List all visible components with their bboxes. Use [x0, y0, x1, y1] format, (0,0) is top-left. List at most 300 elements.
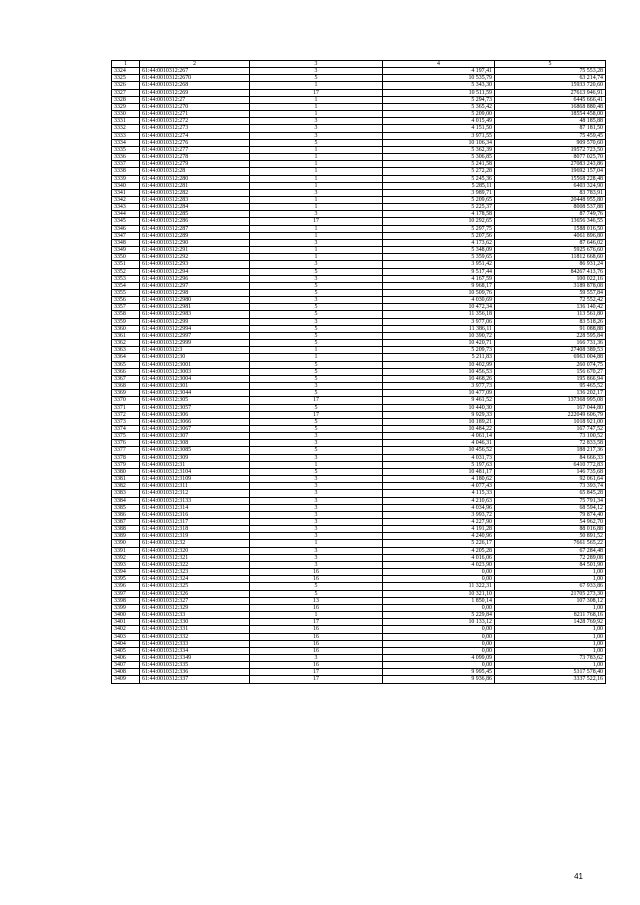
cadastral-number-cell: 61:44:0010312:3001 [140, 361, 250, 368]
group-code-cell: 3 [250, 547, 383, 554]
group-code-cell: 3 [250, 433, 383, 440]
cadastral-value-cell: 1,00 [495, 569, 606, 576]
row-number-cell: 3328 [112, 96, 140, 103]
table-row [112, 576, 606, 583]
cadastral-number-cell: 61:44:0010312:320 [140, 547, 250, 554]
specific-value-cell: 10 481,17 [383, 468, 495, 475]
specific-value-cell: 10 189,21 [383, 418, 495, 425]
group-code-cell: 17 [250, 669, 383, 676]
cadastral-number-cell: 61:44:0010312:3057 [140, 404, 250, 411]
row-number-cell: 3397 [112, 590, 140, 597]
group-code-cell: 1 [250, 232, 383, 239]
group-code-cell: 17 [250, 676, 383, 683]
table-row [112, 447, 606, 454]
specific-value-cell: 5 343,30 [383, 82, 495, 89]
cadastral-value-cell: 1588 016,50 [495, 225, 606, 232]
cadastral-number-cell: 61:44:0010312:290 [140, 239, 250, 246]
group-code-cell: 1 [250, 168, 383, 175]
specific-value-cell: 1 850,14 [383, 597, 495, 604]
specific-value-cell: 0,00 [383, 662, 495, 669]
cadastral-number-cell: 61:44:0010312:271 [140, 111, 250, 118]
row-number-cell: 3388 [112, 526, 140, 533]
cadastral-number-cell: 61:44:0010312:3104 [140, 468, 250, 475]
specific-value-cell: 3 977,06 [383, 318, 495, 325]
cadastral-number-cell: 61:44:0010312:2980 [140, 297, 250, 304]
cadastral-value-cell: 146 735,68 [495, 468, 606, 475]
row-number-cell: 3384 [112, 497, 140, 504]
cadastral-number-cell: 61:44:0010312:322 [140, 561, 250, 568]
group-code-cell: 3 [250, 275, 383, 282]
specific-value-cell: 5 211,83 [383, 354, 495, 361]
cadastral-value-cell: 87 646,02 [495, 239, 606, 246]
cadastral-value-cell: 21705 273,30 [495, 590, 606, 597]
row-number-cell: 3350 [112, 254, 140, 261]
column-header-4: 4 [383, 61, 495, 68]
table-row [112, 218, 606, 225]
table-row [112, 268, 606, 275]
cadastral-number-cell: 61:44:0010312:299 [140, 318, 250, 325]
specific-value-cell: 9 461,52 [383, 397, 495, 404]
table-row [112, 254, 606, 261]
specific-value-cell: 4 205,28 [383, 547, 495, 554]
row-number-cell: 3368 [112, 383, 140, 390]
cadastral-number-cell: 61:44:0010312:332 [140, 633, 250, 640]
specific-value-cell: 5 362,39 [383, 146, 495, 153]
cadastral-number-cell: 61:44:0010312:281 [140, 182, 250, 189]
row-number-cell: 3390 [112, 540, 140, 547]
group-code-cell: 3 [250, 504, 383, 511]
cadastral-value-cell: 909 570,60 [495, 139, 606, 146]
cadastral-value-cell: 5925 676,60 [495, 247, 606, 254]
specific-value-cell: 10 468,26 [383, 375, 495, 382]
cadastral-value-cell: 1,00 [495, 604, 606, 611]
cadastral-value-cell: 54 962,70 [495, 519, 606, 526]
cadastral-value-cell: 88 016,88 [495, 526, 606, 533]
specific-value-cell: 10 133,12 [383, 619, 495, 626]
cadastral-value-cell: 84267 413,76 [495, 268, 606, 275]
row-number-cell: 3337 [112, 161, 140, 168]
table-row [112, 347, 606, 354]
cadastral-number-cell: 61:44:0010312:289 [140, 232, 250, 239]
specific-value-cell: 4 031,73 [383, 454, 495, 461]
group-code-cell: 3 [250, 490, 383, 497]
cadastral-number-cell: 61:44:0010312:335 [140, 662, 250, 669]
table-row [112, 468, 606, 475]
cadastral-number-cell: 61:44:0010312:270 [140, 103, 250, 110]
column-header-3: 3 [250, 61, 383, 68]
row-number-cell: 3355 [112, 290, 140, 297]
cadastral-value-cell: 20448 955,80 [495, 196, 606, 203]
column-header-1: 1 [112, 61, 140, 68]
row-number-cell: 3336 [112, 154, 140, 161]
row-number-cell: 3341 [112, 189, 140, 196]
table-row [112, 519, 606, 526]
cadastral-value-cell: 1,00 [495, 576, 606, 583]
cadastral-value-cell: 6403 324,90 [495, 182, 606, 189]
cadastral-value-cell: 27408 389,53 [495, 347, 606, 354]
cadastral-value-cell: 83 783,91 [495, 189, 606, 196]
specific-value-cell: 10 456,52 [383, 447, 495, 454]
row-number-cell: 3362 [112, 340, 140, 347]
cadastral-number-cell: 61:44:0010312:296 [140, 275, 250, 282]
table-row [112, 103, 606, 110]
row-number-cell: 3400 [112, 612, 140, 619]
specific-value-cell: 10 390,72 [383, 332, 495, 339]
cadastral-value-cell: 7661 565,22 [495, 540, 606, 547]
group-code-cell: 5 [250, 390, 383, 397]
group-code-cell: 3 [250, 476, 383, 483]
table-row [112, 225, 606, 232]
group-code-cell: 5 [250, 290, 383, 297]
row-number-cell: 3381 [112, 476, 140, 483]
cadastral-value-cell: 8077 025,70 [495, 154, 606, 161]
cadastral-value-cell: 222049 606,79 [495, 411, 606, 418]
cadastral-number-cell: 61:44:0010312:2981 [140, 304, 250, 311]
specific-value-cell: 5 229,84 [383, 612, 495, 619]
row-number-cell: 3346 [112, 225, 140, 232]
group-code-cell: 17 [250, 89, 383, 96]
row-number-cell: 3407 [112, 662, 140, 669]
table-row [112, 418, 606, 425]
specific-value-cell: 5 285,11 [383, 182, 495, 189]
table-row [112, 375, 606, 382]
table-row [112, 633, 606, 640]
table-row [112, 654, 606, 661]
group-code-cell: 5 [250, 583, 383, 590]
specific-value-cell: 10 440,30 [383, 404, 495, 411]
cadastral-value-cell: 50 891,52 [495, 533, 606, 540]
table-row [112, 132, 606, 139]
cadastral-number-cell: 61:44:0010312:277 [140, 146, 250, 153]
group-code-cell: 16 [250, 633, 383, 640]
group-code-cell: 17 [250, 411, 383, 418]
specific-value-cell: 0,00 [383, 633, 495, 640]
row-number-cell: 3408 [112, 669, 140, 676]
cadastral-value-cell: 1,00 [495, 647, 606, 654]
row-number-cell: 3399 [112, 604, 140, 611]
cadastral-number-cell: 61:44:0010312:276 [140, 139, 250, 146]
cadastral-value-cell: 6963 004,88 [495, 354, 606, 361]
cadastral-value-cell: 92 061,64 [495, 476, 606, 483]
specific-value-cell: 5 297,75 [383, 225, 495, 232]
specific-value-cell: 5 306,85 [383, 154, 495, 161]
cadastral-number-cell: 61:44:0010312:285 [140, 211, 250, 218]
cadastral-value-cell: 95 465,52 [495, 383, 606, 390]
table-row [112, 125, 606, 132]
cadastral-number-cell: 61:44:0010312:3349 [140, 654, 250, 661]
table-row [112, 476, 606, 483]
specific-value-cell: 4 016,06 [383, 554, 495, 561]
specific-value-cell: 3 951,42 [383, 261, 495, 268]
cadastral-value-cell: 6445 666,41 [495, 96, 606, 103]
row-number-cell: 3349 [112, 247, 140, 254]
cadastral-value-cell: 84 666,33 [495, 454, 606, 461]
table-row [112, 354, 606, 361]
group-code-cell: 17 [250, 218, 383, 225]
row-number-cell: 3377 [112, 447, 140, 454]
cadastral-value-cell: 15568 228,48 [495, 175, 606, 182]
row-number-cell: 3380 [112, 468, 140, 475]
table-row [112, 640, 606, 647]
cadastral-number-cell: 61:44:0010312:3067 [140, 425, 250, 432]
cadastral-value-cell: 100 022,16 [495, 275, 606, 282]
specific-value-cell: 5 197,63 [383, 461, 495, 468]
table-row [112, 68, 606, 75]
cadastral-value-cell: 136 202,17 [495, 390, 606, 397]
cadastral-number-cell: 61:44:0010312:3085 [140, 447, 250, 454]
specific-value-cell: 3 993,72 [383, 511, 495, 518]
table-row [112, 597, 606, 604]
table-row [112, 411, 606, 418]
cadastral-number-cell: 61:44:0010312:267 [140, 68, 250, 75]
cadastral-value-cell: 27613 946,91 [495, 89, 606, 96]
specific-value-cell: 5 241,58 [383, 161, 495, 168]
specific-value-cell: 0,00 [383, 569, 495, 576]
cadastral-number-cell: 61:44:0010312:30 [140, 354, 250, 361]
row-number-cell: 3340 [112, 182, 140, 189]
cadastral-value-cell: 59 557,84 [495, 290, 606, 297]
specific-value-cell: 5 365,42 [383, 103, 495, 110]
cadastral-value-cell: 75 553,28 [495, 68, 606, 75]
group-code-cell: 5 [250, 268, 383, 275]
cadastral-value-cell: 48 185,88 [495, 118, 606, 125]
table-row [112, 612, 606, 619]
group-code-cell: 1 [250, 175, 383, 182]
specific-value-cell: 10 321,10 [383, 590, 495, 597]
table-row [112, 511, 606, 518]
cadastral-number-cell: 61:44:0010312:3109 [140, 476, 250, 483]
specific-value-cell: 0,00 [383, 626, 495, 633]
table-row [112, 490, 606, 497]
cadastral-value-cell: 1428 769,92 [495, 619, 606, 626]
specific-value-cell: 3 971,55 [383, 132, 495, 139]
group-code-cell: 5 [250, 340, 383, 347]
table-row [112, 275, 606, 282]
group-code-cell: 13 [250, 597, 383, 604]
cadastral-number-cell: 61:44:0010312:268 [140, 82, 250, 89]
group-code-cell: 3 [250, 561, 383, 568]
cadastral-value-cell: 1,00 [495, 626, 606, 633]
group-code-cell: 1 [250, 540, 383, 547]
cadastral-number-cell: 61:44:0010312:291 [140, 247, 250, 254]
table-row [112, 139, 606, 146]
cadastral-value-cell: 18554 458,00 [495, 111, 606, 118]
table-row [112, 318, 606, 325]
row-number-cell: 3371 [112, 404, 140, 411]
cadastral-number-cell: 61:44:0010312:3044 [140, 390, 250, 397]
group-code-cell: 3 [250, 554, 383, 561]
cadastral-value-cell: 107 308,12 [495, 597, 606, 604]
cadastral-number-cell: 61:44:0010312:317 [140, 519, 250, 526]
cadastral-number-cell: 61:44:0010312:312 [140, 490, 250, 497]
row-number-cell: 3389 [112, 533, 140, 540]
specific-value-cell: 5 294,73 [383, 96, 495, 103]
specific-value-cell: 4 180,62 [383, 476, 495, 483]
table-row [112, 540, 606, 547]
table-row [112, 483, 606, 490]
row-number-cell: 3348 [112, 239, 140, 246]
table-row [112, 154, 606, 161]
cadastral-number-cell: 61:44:0010312:324 [140, 576, 250, 583]
row-number-cell: 3373 [112, 418, 140, 425]
specific-value-cell: 10 484,22 [383, 425, 495, 432]
specific-value-cell: 10 402,99 [383, 361, 495, 368]
group-code-cell: 16 [250, 647, 383, 654]
table-row [112, 290, 606, 297]
specific-value-cell: 0,00 [383, 604, 495, 611]
cadastral-value-cell: 73 783,62 [495, 654, 606, 661]
specific-value-cell: 4 034,96 [383, 504, 495, 511]
group-code-cell: 5 [250, 404, 383, 411]
specific-value-cell: 4 061,14 [383, 433, 495, 440]
specific-value-cell: 10 420,71 [383, 340, 495, 347]
cadastral-number-cell: 61:44:0010312:331 [140, 626, 250, 633]
specific-value-cell: 4 030,69 [383, 297, 495, 304]
table-row [112, 161, 606, 168]
table-row [112, 454, 606, 461]
cadastral-value-cell: 11812 668,60 [495, 254, 606, 261]
row-number-cell: 3331 [112, 118, 140, 125]
row-number-cell: 3402 [112, 626, 140, 633]
row-number-cell: 3365 [112, 361, 140, 368]
row-number-cell: 3330 [112, 111, 140, 118]
specific-value-cell: 4 173,62 [383, 239, 495, 246]
cadastral-number-cell: 61:44:0010312:284 [140, 204, 250, 211]
group-code-cell: 5 [250, 332, 383, 339]
table-row [112, 583, 606, 590]
cadastral-value-cell: 6410 772,83 [495, 461, 606, 468]
row-number-cell: 3329 [112, 103, 140, 110]
row-number-cell: 3363 [112, 347, 140, 354]
cadastral-number-cell: 61:44:0010312:31 [140, 461, 250, 468]
table-row [112, 404, 606, 411]
cadastral-value-cell: 72 833,58 [495, 440, 606, 447]
specific-value-cell: 5 209,65 [383, 196, 495, 203]
group-code-cell: 5 [250, 368, 383, 375]
page-number: 41 [574, 872, 583, 881]
group-code-cell: 3 [250, 526, 383, 533]
group-code-cell: 3 [250, 297, 383, 304]
table-row [112, 461, 606, 468]
group-code-cell: 1 [250, 347, 383, 354]
row-number-cell: 3353 [112, 275, 140, 282]
group-code-cell: 5 [250, 325, 383, 332]
cadastral-number-cell: 61:44:0010312:329 [140, 604, 250, 611]
row-number-cell: 3338 [112, 168, 140, 175]
group-code-cell: 3 [250, 239, 383, 246]
cadastral-number-cell: 61:44:0010312:316 [140, 511, 250, 518]
specific-value-cell: 0,00 [383, 647, 495, 654]
cadastral-number-cell: 61:44:0010312:330 [140, 619, 250, 626]
table-row [112, 261, 606, 268]
specific-value-cell: 9 968,17 [383, 282, 495, 289]
cadastral-number-cell: 61:44:0010312:274 [140, 132, 250, 139]
cadastral-value-cell: 84 501,90 [495, 561, 606, 568]
cadastral-number-cell: 61:44:0010312:3066 [140, 418, 250, 425]
specific-value-cell: 5 348,09 [383, 247, 495, 254]
table-row [112, 196, 606, 203]
row-number-cell: 3382 [112, 483, 140, 490]
group-code-cell: 1 [250, 247, 383, 254]
cadastral-value-cell: 1,00 [495, 662, 606, 669]
cadastral-number-cell: 61:44:0010312:309 [140, 454, 250, 461]
row-number-cell: 3374 [112, 425, 140, 432]
group-code-cell: 3 [250, 261, 383, 268]
row-number-cell: 3369 [112, 390, 140, 397]
table-row [112, 533, 606, 540]
table-row [112, 619, 606, 626]
cadastral-value-cell: 188 217,36 [495, 447, 606, 454]
cadastral-number-cell: 61:44:0010312:306 [140, 411, 250, 418]
table-row [112, 662, 606, 669]
specific-value-cell: 5 209,00 [383, 111, 495, 118]
group-code-cell: 3 [250, 125, 383, 132]
group-code-cell: 1 [250, 225, 383, 232]
cadastral-number-cell: 61:44:0010312:3004 [140, 375, 250, 382]
table-row [112, 311, 606, 318]
group-code-cell: 3 [250, 483, 383, 490]
group-code-cell: 1 [250, 96, 383, 103]
cadastral-number-cell: 61:44:0010312:278 [140, 154, 250, 161]
row-number-cell: 3343 [112, 204, 140, 211]
table-row [112, 669, 606, 676]
specific-value-cell: 3 989,71 [383, 189, 495, 196]
cadastral-value-cell: 1018 921,00 [495, 418, 606, 425]
cadastral-number-cell: 61:44:0010312:326 [140, 590, 250, 597]
specific-value-cell: 4 023,90 [383, 561, 495, 568]
row-number-cell: 3405 [112, 647, 140, 654]
table-row [112, 590, 606, 597]
table-row [112, 175, 606, 182]
cadastral-value-cell: 8008 537,88 [495, 204, 606, 211]
table-row [112, 182, 606, 189]
group-code-cell: 5 [250, 425, 383, 432]
table-row [112, 111, 606, 118]
cadastral-number-cell: 61:44:0010312:327 [140, 597, 250, 604]
row-number-cell: 3359 [112, 318, 140, 325]
cadastral-value-cell: 27083 243,86 [495, 161, 606, 168]
row-number-cell: 3396 [112, 583, 140, 590]
specific-value-cell: 9 995,45 [383, 669, 495, 676]
table-row [112, 332, 606, 339]
table-row [112, 604, 606, 611]
group-code-cell: 3 [250, 318, 383, 325]
table-row [112, 89, 606, 96]
row-number-cell: 3342 [112, 196, 140, 203]
table-row [112, 340, 606, 347]
cadastral-number-cell: 61:44:0010312:283 [140, 196, 250, 203]
specific-value-cell: 4 099,09 [383, 654, 495, 661]
cadastral-value-cell: 87 181,50 [495, 125, 606, 132]
specific-value-cell: 10 511,59 [383, 89, 495, 96]
cadastral-value-cell: 156 670,27 [495, 368, 606, 375]
row-number-cell: 3327 [112, 89, 140, 96]
group-code-cell: 5 [250, 282, 383, 289]
cadastral-value-cell: 72 289,08 [495, 554, 606, 561]
cadastral-value-cell: 87 749,76 [495, 211, 606, 218]
cadastral-number-cell: 61:44:0010312:323 [140, 569, 250, 576]
group-code-cell: 3 [250, 533, 383, 540]
specific-value-cell: 5 226,17 [383, 540, 495, 547]
group-code-cell: 16 [250, 576, 383, 583]
table-row [112, 676, 606, 683]
group-code-cell: 17 [250, 619, 383, 626]
group-code-cell: 5 [250, 447, 383, 454]
row-number-cell: 3386 [112, 511, 140, 518]
cadastral-value-cell: 68 594,12 [495, 504, 606, 511]
cadastral-value-cell: 3189 878,08 [495, 282, 606, 289]
table-row [112, 390, 606, 397]
